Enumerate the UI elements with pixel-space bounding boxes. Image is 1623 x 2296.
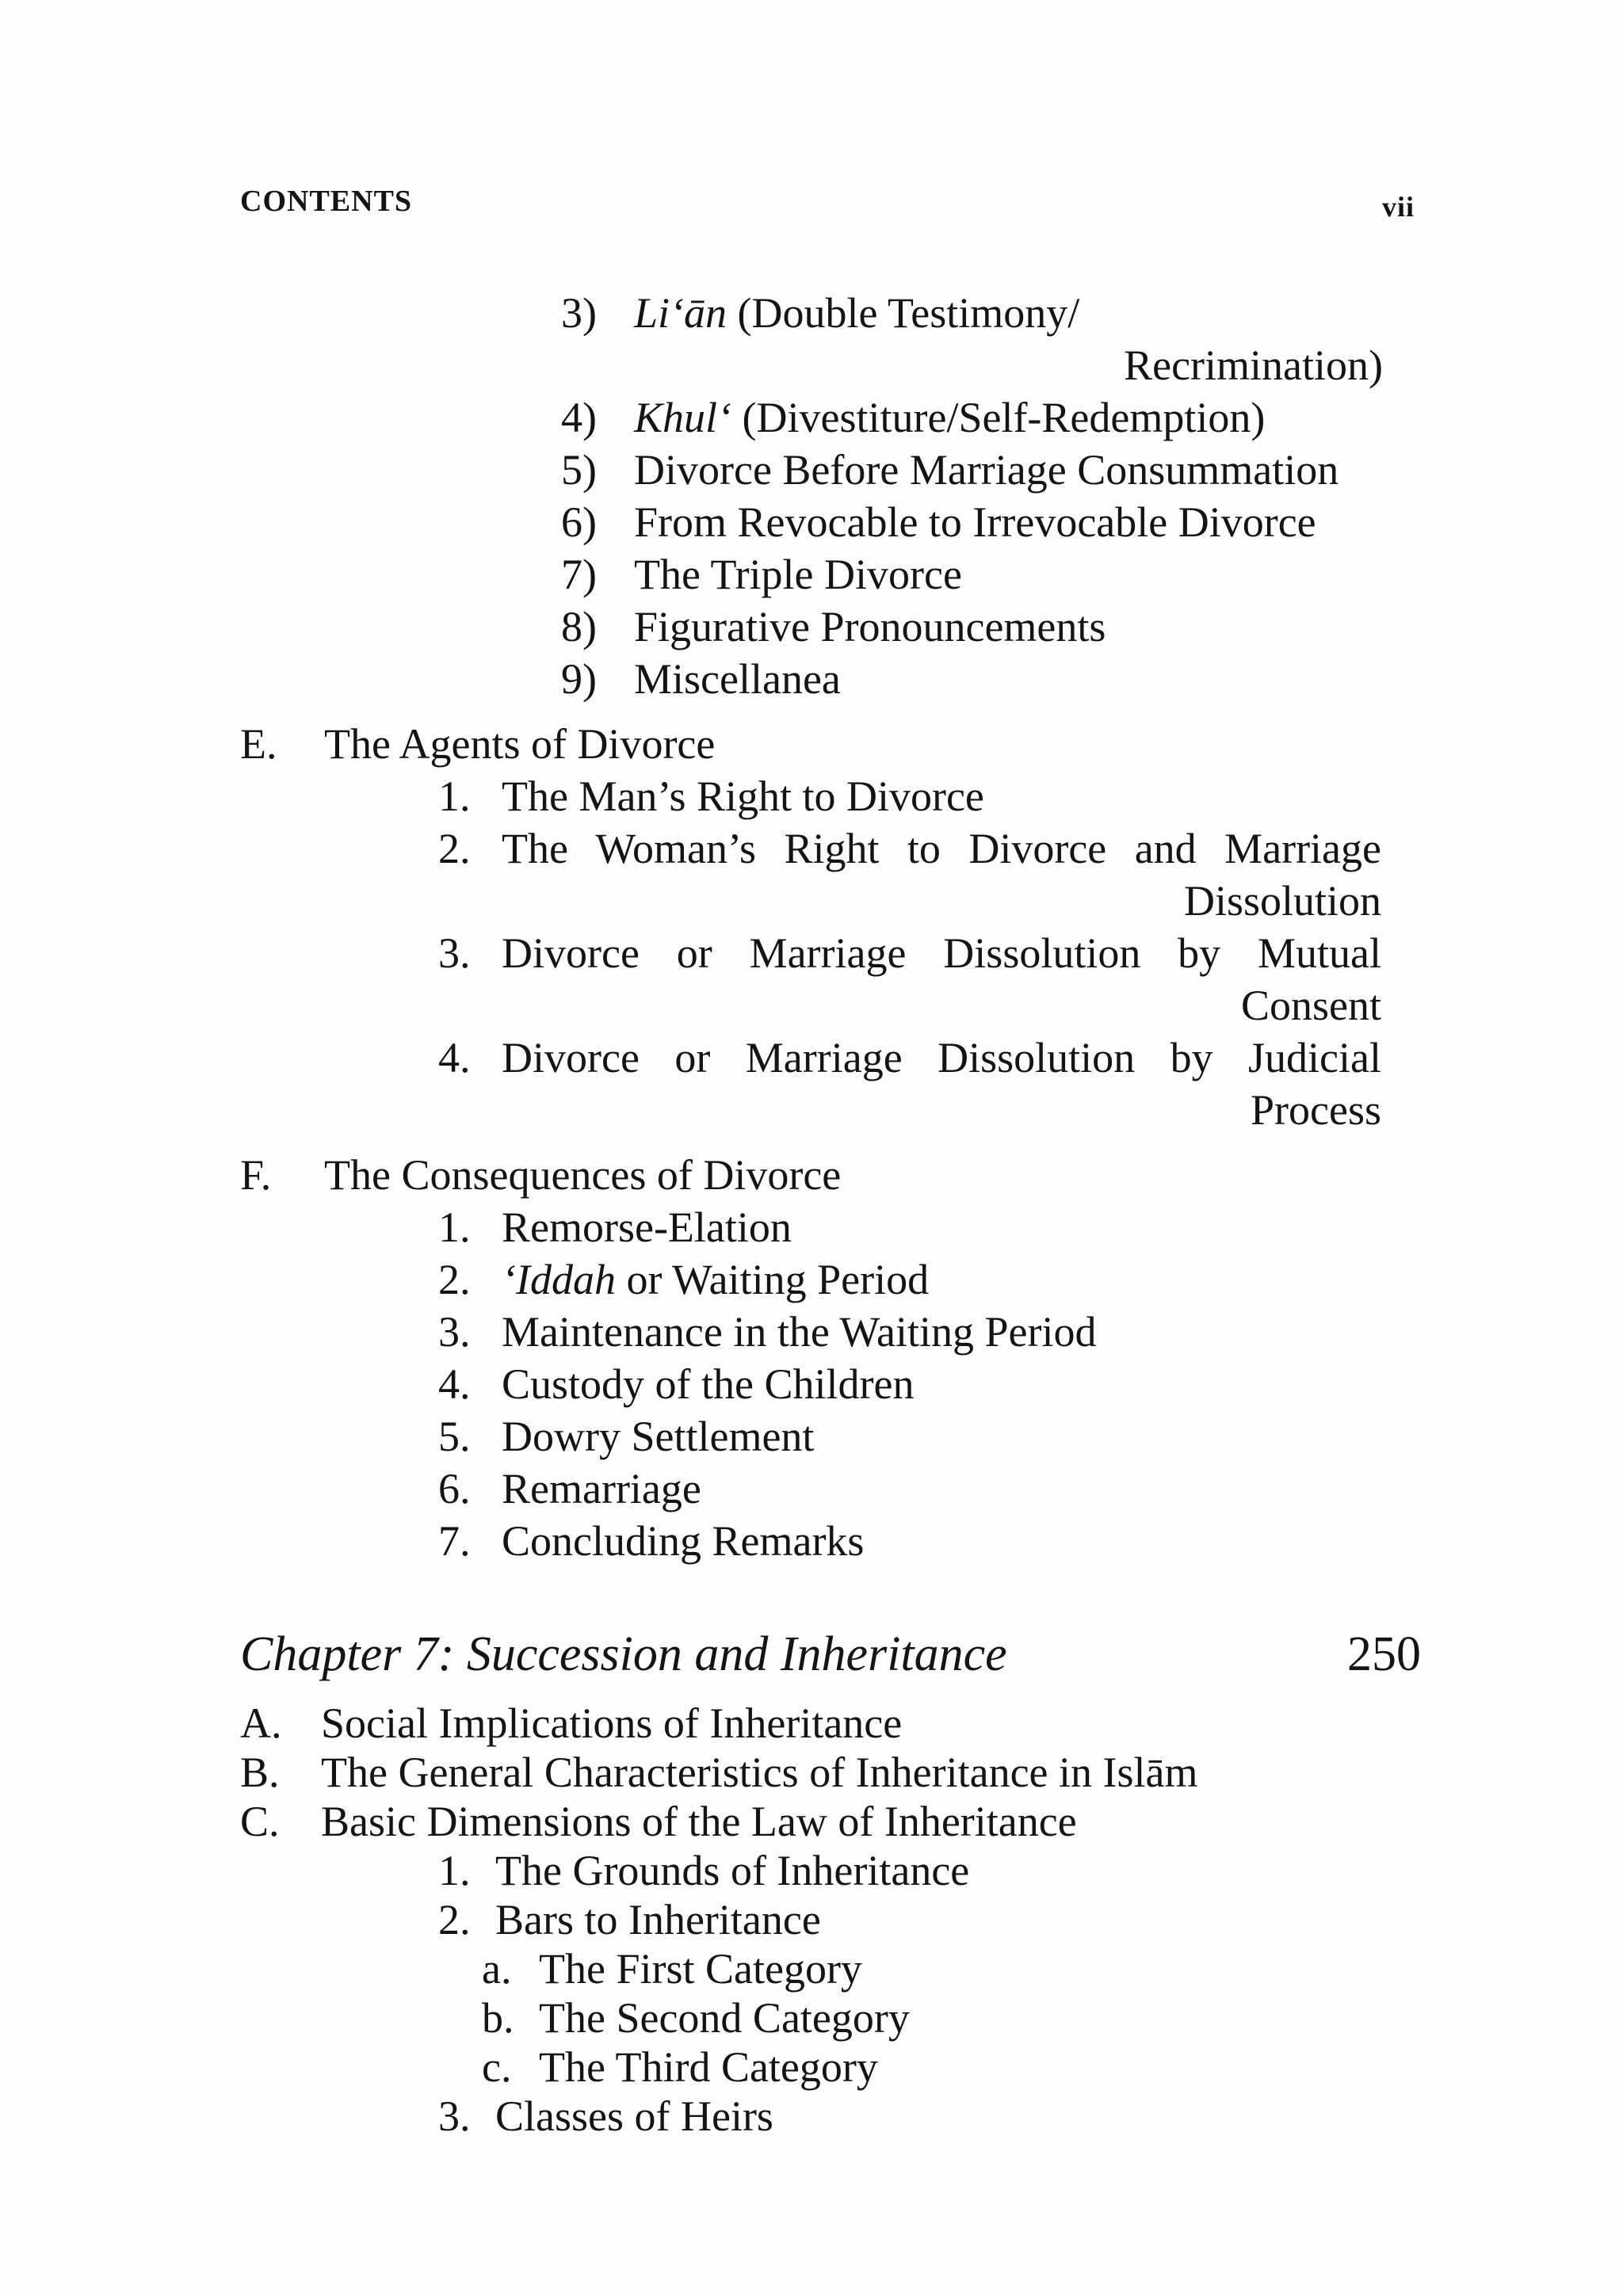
section-letter: B. xyxy=(240,1749,280,1796)
toc-entry xyxy=(438,1844,1421,1897)
toc-section-heading xyxy=(240,1149,1421,1201)
section-letter: F. xyxy=(240,1151,272,1199)
entry-continuation: Process xyxy=(1251,1086,1381,1134)
entry-text: The Triple Divorce xyxy=(634,551,962,598)
entry-number: 2. xyxy=(438,1896,471,1943)
chapter-title: Chapter 7: Succession and Inheritance xyxy=(240,1627,1007,1681)
toc-entry-continuation xyxy=(438,875,1421,927)
entry-number: 6) xyxy=(561,498,597,546)
toc-entry xyxy=(561,496,1425,548)
toc-section-heading xyxy=(240,718,1421,770)
toc-subentry xyxy=(482,2041,1417,2093)
section-letter: E. xyxy=(240,720,277,768)
entry-number: 1. xyxy=(438,1203,471,1251)
toc-entry xyxy=(438,1201,1421,1253)
entry-term: Khul‘ xyxy=(634,394,732,441)
toc-entry xyxy=(438,1894,1421,1946)
chapter-page-number: 250 xyxy=(1347,1627,1421,1681)
entry-text: The Grounds of Inheritance xyxy=(495,1847,970,1894)
toc-entry xyxy=(561,548,1425,601)
toc-entry xyxy=(438,1358,1421,1410)
entry-number: 5. xyxy=(438,1413,471,1460)
subentry-text: The Third Category xyxy=(539,2043,878,2091)
toc-entry xyxy=(438,770,1421,822)
entry-continuation: Dissolution xyxy=(1183,877,1381,925)
toc-entry xyxy=(438,927,1421,979)
section-title: The Agents of Divorce xyxy=(324,720,716,768)
subentry-text: The First Category xyxy=(539,1945,862,1993)
toc-entry xyxy=(438,1032,1421,1084)
subentry-letter: a. xyxy=(482,1945,512,1993)
entry-number: 3) xyxy=(561,289,597,337)
entry-number: 1. xyxy=(438,772,471,820)
toc-entry-continuation xyxy=(438,979,1421,1032)
toc-entry xyxy=(561,601,1425,653)
entry-number: 5) xyxy=(561,446,597,494)
toc-entry xyxy=(438,822,1421,875)
section-title: The Consequences of Divorce xyxy=(324,1151,842,1199)
entry-number: 4) xyxy=(561,394,597,441)
toc-entry xyxy=(561,653,1425,705)
toc-entry xyxy=(438,1410,1421,1463)
chapter-heading xyxy=(240,1623,1421,1686)
subentry-text: The Second Category xyxy=(539,1994,910,2042)
entry-text: Divorce or Marriage Dissolution by Mutual xyxy=(502,929,1381,977)
entry-text: Remarriage xyxy=(502,1465,701,1512)
section-title: Social Implications of Inheritance xyxy=(321,1699,903,1747)
entry-text: Divorce Before Marriage Consummation xyxy=(634,446,1339,494)
page-number: vii xyxy=(1381,191,1415,223)
entry-text: Miscellanea xyxy=(634,655,841,703)
section-title: Basic Dimensions of the Law of Inheritance xyxy=(321,1798,1077,1845)
entry-number: 1. xyxy=(438,1847,471,1894)
entry-number: 2. xyxy=(438,825,471,872)
toc-entry xyxy=(438,1463,1421,1515)
entry-continuation: Consent xyxy=(1240,982,1381,1029)
entry-text: Custody of the Children xyxy=(502,1360,915,1408)
entry-number: 7) xyxy=(561,551,597,598)
toc-subentry xyxy=(482,1943,1417,1995)
toc-entry xyxy=(561,391,1425,444)
entry-number: 4. xyxy=(438,1360,471,1408)
entry-text: Bars to Inheritance xyxy=(495,1896,821,1943)
entry-continuation: Recrimination) xyxy=(1124,341,1383,389)
toc-entry-continuation xyxy=(634,339,1383,391)
entry-text: Concluding Remarks xyxy=(502,1517,865,1565)
entry-text: The Woman’s Right to Divorce and Marriage xyxy=(502,825,1381,872)
entry-number: 3. xyxy=(438,929,471,977)
toc-section-heading xyxy=(240,1795,1421,1848)
entry-number: 8) xyxy=(561,603,597,650)
entry-text: (Double Testimony/ xyxy=(737,289,1080,337)
section-letter: A. xyxy=(240,1699,282,1747)
subentry-letter: c. xyxy=(482,2043,512,2091)
toc-entry-continuation xyxy=(438,1084,1421,1136)
entry-text: (Divestiture/Self-Redemption) xyxy=(742,394,1266,441)
toc-entry xyxy=(561,287,1425,339)
running-header-title: CONTENTS xyxy=(240,185,413,218)
subentry-letter: b. xyxy=(482,1994,514,2042)
entry-number: 3. xyxy=(438,1308,471,1356)
entry-text: Maintenance in the Waiting Period xyxy=(502,1308,1097,1356)
toc-entry xyxy=(438,1515,1421,1567)
toc-section-heading xyxy=(240,1746,1421,1798)
entry-text: Remorse-Elation xyxy=(502,1203,792,1251)
entry-number: 3. xyxy=(438,2092,471,2140)
toc-subentry xyxy=(482,1992,1417,2044)
entry-text: The Man’s Right to Divorce xyxy=(502,772,984,820)
entry-number: 9) xyxy=(561,655,597,703)
toc-entry xyxy=(438,1253,1421,1306)
section-letter: C. xyxy=(240,1798,280,1845)
entry-number: 4. xyxy=(438,1034,471,1081)
entry-number: 2. xyxy=(438,1256,471,1303)
section-title: The General Characteristics of Inheritance in Islām xyxy=(321,1749,1198,1796)
entry-text: or Waiting Period xyxy=(626,1256,930,1303)
entry-text: Figurative Pronouncements xyxy=(634,603,1106,650)
entry-number: 6. xyxy=(438,1465,471,1512)
entry-text: Classes of Heirs xyxy=(495,2092,773,2140)
toc-entry xyxy=(438,2090,1421,2142)
toc-entry xyxy=(438,1306,1421,1358)
entry-term: ‘Iddah xyxy=(502,1256,616,1303)
entry-term: Li‘ān xyxy=(634,289,727,337)
toc-entry xyxy=(561,444,1425,496)
entry-text: Dowry Settlement xyxy=(502,1413,815,1460)
entry-number: 7. xyxy=(438,1517,471,1565)
toc-section-heading xyxy=(240,1697,1421,1749)
entry-text: Divorce or Marriage Dissolution by Judicial xyxy=(502,1034,1381,1081)
entry-text: From Revocable to Irrevocable Divorce xyxy=(634,498,1316,546)
